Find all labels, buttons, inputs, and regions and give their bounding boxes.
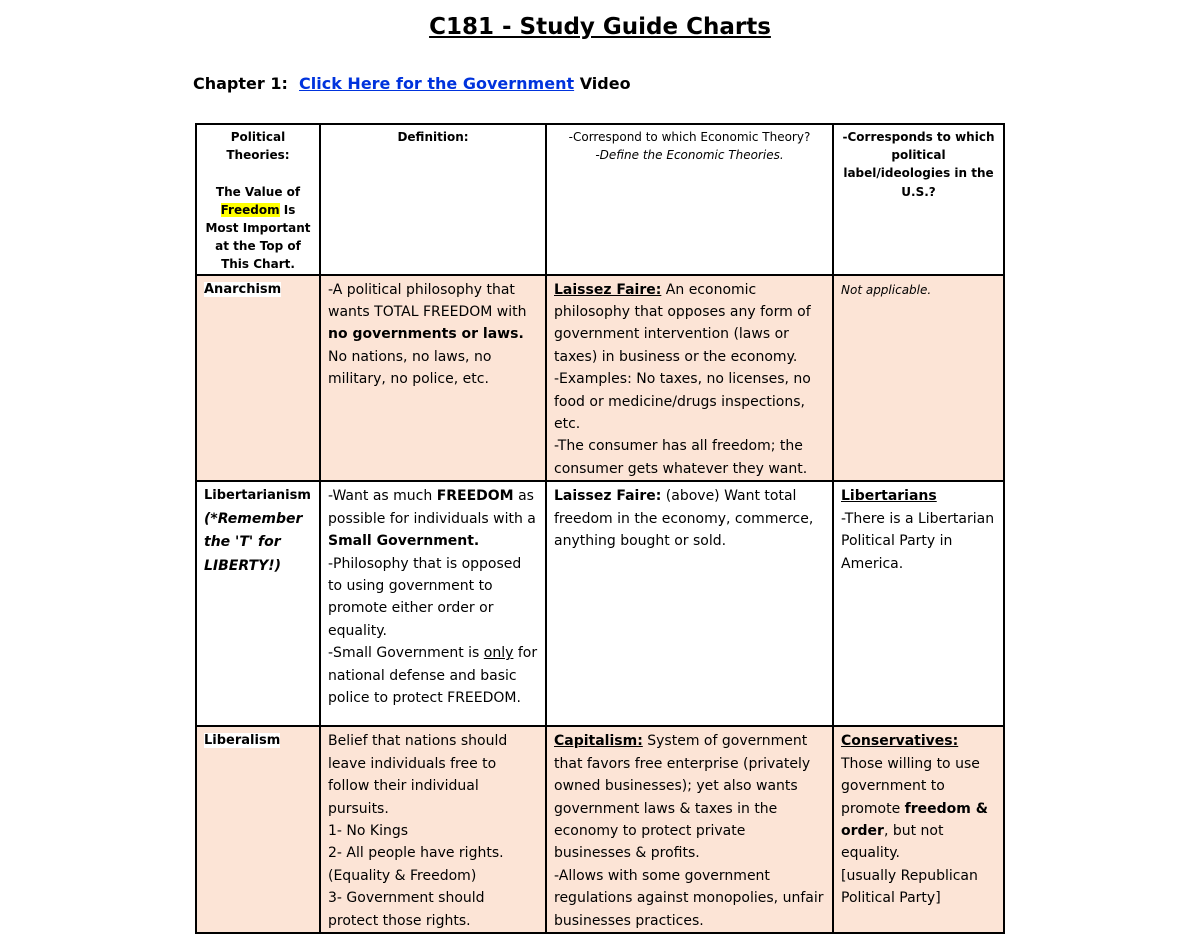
chapter-heading — [193, 74, 631, 93]
political-label-bold: freedom & order — [841, 800, 988, 839]
economic-theory-cell — [546, 481, 833, 726]
table-row — [196, 726, 1004, 933]
chapter-suffix: Video — [579, 74, 631, 93]
definition-text: -A political philosophy that wants TOTAL FREEDOM with — [328, 281, 527, 321]
definition-text: -Small Government is — [328, 645, 484, 662]
economic-theory-cell — [546, 726, 833, 933]
economic-theory-title: Laissez Faire: — [554, 488, 662, 505]
government-video-link[interactable]: Click Here for the Government — [299, 74, 575, 93]
header-definition: Definition: — [320, 124, 546, 275]
header-row — [196, 124, 1004, 275]
definition-underline: only — [483, 645, 514, 662]
economic-theory-title: Capitalism: — [554, 733, 643, 750]
definition-bold: no governments or laws. — [328, 326, 524, 343]
theory-name-text: Anarchism — [204, 281, 282, 297]
theory-name — [196, 275, 320, 482]
economic-theory-text: An economic philosophy that opposes any form of government intervention (laws or taxes) in business or the economy. — [554, 281, 811, 365]
table-row — [196, 275, 1004, 482]
study-guide-table — [195, 123, 1005, 934]
header-col1-title: Political Theories: — [226, 130, 290, 163]
definition-text: 1- No Kings — [328, 822, 409, 839]
chapter-prefix: Chapter 1: — [193, 74, 288, 93]
definition-cell — [320, 726, 546, 933]
political-label-text: Not applicable. — [841, 282, 932, 297]
theory-name — [196, 726, 320, 933]
definition-cell — [320, 275, 546, 482]
definition-text: 2- All people have rights. (Equality & Freedom) — [328, 845, 504, 884]
definition-cell — [320, 481, 546, 726]
economic-theory-title: Laissez Faire: — [554, 281, 662, 298]
definition-bold: FREEDOM — [436, 488, 514, 505]
theory-name-text: Libertarianism — [204, 488, 311, 504]
header-col1-note-pre: The Value of — [215, 184, 301, 199]
political-label-title: Libertarians — [841, 488, 937, 505]
economic-theory-text: -Examples: No taxes, no licenses, no food or medicine/drugs inspections, etc. — [554, 371, 811, 433]
definition-text: -Philosophy that is opposed to using government to promote either order or equality. — [328, 555, 522, 639]
political-label-text: -There is a Libertarian Political Party in America. — [841, 510, 995, 572]
political-label-text: , but not equality. — [841, 822, 944, 862]
header-political-label: -Corresponds to which political label/ideologies in the U.S.? — [833, 124, 1004, 275]
theory-name-text: Liberalism — [204, 733, 281, 749]
header-political-theories — [196, 124, 320, 275]
political-label-cell — [833, 275, 1004, 482]
political-label-title: Conservatives: — [841, 733, 959, 750]
definition-bold: Small Government. — [328, 533, 480, 550]
definition-text: Belief that nations should leave individuals free to follow their individual pursuits. — [328, 733, 508, 817]
header-col1-note-post: Is Most Important at the Top of This Chart. — [205, 202, 311, 272]
table-row — [196, 481, 1004, 726]
definition-text: No nations, no laws, no military, no police, etc. — [328, 348, 492, 388]
economic-theory-text: (above) Want total freedom in the economy, commerce, anything bought or sold. — [554, 488, 814, 550]
freedom-highlight: Freedom — [220, 202, 280, 217]
political-label-cell — [833, 481, 1004, 726]
economic-theory-text: -The consumer has all freedom; the consumer gets whatever they want. — [554, 438, 808, 477]
economic-theory-text: -Allows with some government regulations against monopolies, unfair businesses practices. — [554, 867, 824, 929]
definition-text: 3- Government should protect those rights. — [328, 890, 485, 929]
page-title: C181 - Study Guide Charts — [429, 14, 771, 40]
political-label-cell — [833, 726, 1004, 933]
theory-name — [196, 481, 320, 726]
political-label-text: [usually Republican Political Party] — [841, 867, 978, 907]
definition-text: -Want as much — [328, 488, 437, 505]
political-label-text: Those willing to use government to promote — [841, 755, 980, 817]
theory-name-note: (*Remember the 'T' for LIBERTY!) — [204, 510, 303, 574]
economic-theory-text: System of government that favors free enterprise (privately owned businesses); yet also wants government laws & taxes in the economy to protect private businesses & profits. — [554, 733, 811, 862]
header-col3-line2: -Define the Economic Theories. — [595, 148, 784, 163]
economic-theory-cell — [546, 275, 833, 482]
definition-text: for national defense and basic police to protect FREEDOM. — [328, 645, 538, 706]
header-col3-line1: -Correspond to which Economic Theory? — [568, 130, 811, 144]
definition-text: as possible for individuals with a — [328, 488, 536, 527]
header-economic-theory — [546, 124, 833, 275]
